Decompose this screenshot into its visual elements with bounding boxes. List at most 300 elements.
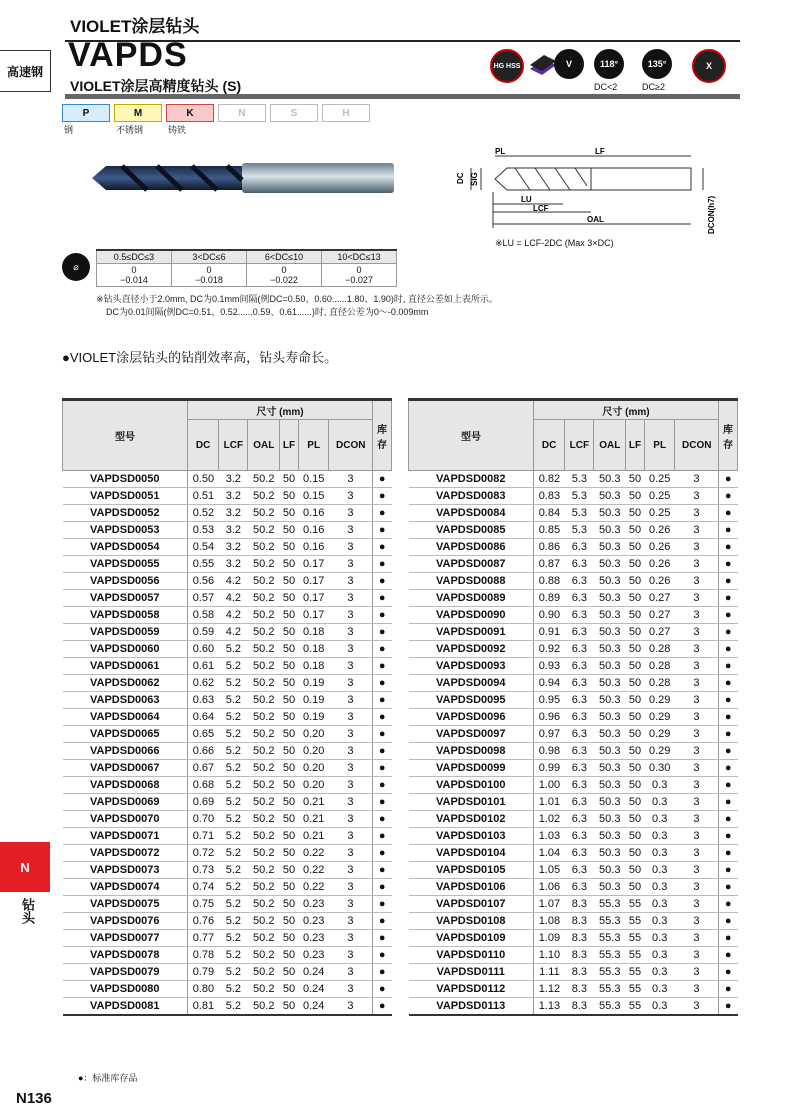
spec-cell: 0.26: [644, 539, 675, 556]
spec-cell: 1.01: [534, 794, 565, 811]
spec-cell: 3: [675, 845, 719, 862]
spec-cell: 55.3: [594, 896, 626, 913]
model-cell: VAPDSD0080: [63, 981, 188, 998]
spec-cell: 1.07: [534, 896, 565, 913]
spec-cell: 50: [280, 573, 299, 590]
spec-cell: 3: [329, 862, 373, 879]
spec-cell: 1.02: [534, 811, 565, 828]
model-cell: VAPDSD0110: [409, 947, 534, 964]
spec-cell: 3: [675, 539, 719, 556]
spec-cell: 3: [675, 471, 719, 488]
stock-indicator: ●: [719, 794, 738, 811]
spec-cell: 5.3: [565, 505, 594, 522]
spec-cell: 3: [329, 556, 373, 573]
spec-cell: 3.2: [219, 505, 248, 522]
spec-cell: 5.2: [219, 675, 248, 692]
spec-cell: 6.3: [565, 573, 594, 590]
table-row: [409, 845, 738, 862]
spec-cell: 0.25: [644, 471, 675, 488]
spec-cell: 5.2: [219, 896, 248, 913]
material-tag-s: S: [270, 104, 318, 122]
spec-cell: 50: [626, 573, 645, 590]
spec-cell: 1.05: [534, 862, 565, 879]
spec-cell: 3: [329, 913, 373, 930]
spec-cell: 0.76: [188, 913, 219, 930]
spec-cell: 50: [280, 964, 299, 981]
spec-cell: 0.20: [298, 726, 329, 743]
spec-cell: 0.23: [298, 913, 329, 930]
spec-cell: 3: [329, 964, 373, 981]
model-cell: VAPDSD0072: [63, 845, 188, 862]
spec-cell: 0.59: [188, 624, 219, 641]
spec-cell: 6.3: [565, 539, 594, 556]
spec-cell: 50.3: [594, 590, 626, 607]
spec-cell: 0.66: [188, 743, 219, 760]
spec-cell: 0.83: [534, 488, 565, 505]
model-cell: VAPDSD0058: [63, 607, 188, 624]
spec-cell: 55: [626, 964, 645, 981]
model-cell: VAPDSD0097: [409, 726, 534, 743]
table-row: [409, 658, 738, 675]
intro-text: ●VIOLET涂层钻头的钻削效率高，钻头寿命长。: [62, 350, 338, 365]
spec-cell: 50.2: [248, 573, 280, 590]
column-header-model: 型号: [63, 400, 188, 471]
model-cell: VAPDSD0102: [409, 811, 534, 828]
spec-cell: 6.3: [565, 726, 594, 743]
lf-label: LF: [595, 148, 605, 156]
spec-cell: 0.29: [644, 726, 675, 743]
spec-cell: 50.2: [248, 539, 280, 556]
series-heading: VIOLET涂层钻头: [70, 17, 200, 36]
spec-cell: 0.75: [188, 896, 219, 913]
spec-cell: 3: [329, 981, 373, 998]
spec-cell: 55: [626, 913, 645, 930]
spec-cell: 50: [626, 675, 645, 692]
spec-cell: 5.2: [219, 828, 248, 845]
spec-cell: 3: [675, 998, 719, 1016]
spec-cell: 5.2: [219, 709, 248, 726]
spec-cell: 3: [329, 624, 373, 641]
spec-cell: 6.3: [565, 811, 594, 828]
spec-cell: 0.62: [188, 675, 219, 692]
stock-indicator: ●: [719, 590, 738, 607]
spec-cell: 3: [675, 828, 719, 845]
table-row: [409, 794, 738, 811]
stock-indicator: ●: [373, 811, 392, 828]
spec-cell: 0.17: [298, 607, 329, 624]
table-row: [409, 998, 738, 1016]
spec-cell: 50.2: [248, 743, 280, 760]
stock-indicator: ●: [373, 743, 392, 760]
spec-cell: 4.2: [219, 607, 248, 624]
lcf-label: LCF: [533, 204, 549, 213]
spec-cell: 3: [329, 760, 373, 777]
spec-cell: 0.23: [298, 930, 329, 947]
table-row: [409, 505, 738, 522]
column-header-size: 尺寸 (mm): [188, 400, 373, 420]
spec-cell: 50: [626, 879, 645, 896]
table-row: [63, 998, 392, 1016]
spec-cell: 0.16: [298, 539, 329, 556]
model-cell: VAPDSD0103: [409, 828, 534, 845]
spec-cell: 8.3: [565, 930, 594, 947]
spec-cell: 50: [626, 709, 645, 726]
spec-cell: 1.09: [534, 930, 565, 947]
spec-cell: 50.3: [594, 641, 626, 658]
spec-cell: 50.3: [594, 488, 626, 505]
spec-cell: 0.26: [644, 522, 675, 539]
spec-table-right: [408, 398, 738, 1016]
stock-indicator: ●: [719, 539, 738, 556]
stock-indicator: ●: [719, 981, 738, 998]
spec-cell: 0.29: [644, 692, 675, 709]
spec-cell: 0.29: [644, 709, 675, 726]
stock-indicator: ●: [373, 539, 392, 556]
stock-indicator: ●: [373, 794, 392, 811]
spec-cell: 50.2: [248, 794, 280, 811]
spec-cell: 0.89: [534, 590, 565, 607]
spec-cell: 50: [280, 794, 299, 811]
spec-cell: 3: [675, 981, 719, 998]
spec-cell: 50.3: [594, 607, 626, 624]
stock-indicator: ●: [373, 998, 392, 1016]
spec-cell: 3: [329, 675, 373, 692]
spec-cell: 0.3: [644, 845, 675, 862]
spec-cell: 0.73: [188, 862, 219, 879]
spec-cell: 4.2: [219, 590, 248, 607]
column-header-dcon: DCON: [329, 420, 373, 471]
spec-cell: 0.17: [298, 590, 329, 607]
model-cell: VAPDSD0074: [63, 879, 188, 896]
spec-cell: 50.3: [594, 505, 626, 522]
stock-indicator: ●: [719, 930, 738, 947]
spec-cell: 4.2: [219, 624, 248, 641]
spec-cell: 3: [329, 471, 373, 488]
feature-icons: [488, 45, 728, 97]
table-row: [63, 743, 392, 760]
spec-cell: 0.70: [188, 811, 219, 828]
spec-cell: 50: [280, 930, 299, 947]
spec-cell: 1.00: [534, 777, 565, 794]
model-cell: VAPDSD0053: [63, 522, 188, 539]
model-cell: VAPDSD0108: [409, 913, 534, 930]
table-row: [409, 641, 738, 658]
table-row: [409, 930, 738, 947]
spec-cell: 50.2: [248, 998, 280, 1016]
spec-cell: 0.65: [188, 726, 219, 743]
table-row: [409, 777, 738, 794]
column-header-pl: PL: [298, 420, 329, 471]
material-tag-k: K: [166, 104, 214, 122]
model-cell: VAPDSD0095: [409, 692, 534, 709]
spec-cell: 0.3: [644, 811, 675, 828]
spec-cell: 50.2: [248, 471, 280, 488]
spec-cell: 50: [626, 471, 645, 488]
table-row: [63, 607, 392, 624]
spec-cell: 55.3: [594, 981, 626, 998]
spec-cell: 50: [280, 471, 299, 488]
spec-cell: 50: [280, 624, 299, 641]
spec-cell: 0.19: [298, 709, 329, 726]
dc-label: DC: [456, 172, 465, 184]
spec-cell: 50.3: [594, 743, 626, 760]
page-number: N136: [16, 1090, 52, 1107]
spec-cell: 50.2: [248, 811, 280, 828]
tol-header: 3<DC≤6: [172, 250, 247, 264]
table-row: [63, 794, 392, 811]
table-row: [409, 760, 738, 777]
product-subtitle: VIOLET涂层高精度钻头 (S): [70, 78, 242, 94]
spec-cell: 0.84: [534, 505, 565, 522]
table-row: [409, 947, 738, 964]
spec-cell: 0.53: [188, 522, 219, 539]
table-row: [63, 590, 392, 607]
footnote-2: DC为0.01间隔(例DC=0.51、0.52......0.59、0.61......)时, 直径公差为0～-0.009mm: [106, 307, 429, 317]
spec-cell: 3: [329, 641, 373, 658]
table-row: [409, 726, 738, 743]
spec-cell: 50: [280, 777, 299, 794]
stock-legend: ●：标准库存品: [78, 1073, 138, 1083]
stock-indicator: ●: [373, 675, 392, 692]
stock-indicator: ●: [719, 998, 738, 1016]
spec-cell: 0.57: [188, 590, 219, 607]
spec-cell: 50.3: [594, 777, 626, 794]
violet-coating-icon: [530, 53, 556, 75]
spec-cell: 0.22: [298, 879, 329, 896]
model-cell: VAPDSD0104: [409, 845, 534, 862]
spec-cell: 50: [626, 624, 645, 641]
table-row: [63, 845, 392, 862]
spec-cell: 0.17: [298, 556, 329, 573]
spec-cell: 5.2: [219, 692, 248, 709]
spec-cell: 3: [675, 930, 719, 947]
stock-indicator: ●: [373, 641, 392, 658]
tol-cell: 0 −0.018: [172, 264, 247, 287]
stock-indicator: ●: [373, 505, 392, 522]
model-cell: VAPDSD0091: [409, 624, 534, 641]
spec-cell: 0.30: [644, 760, 675, 777]
stock-indicator: ●: [373, 471, 392, 488]
spec-cell: 0.23: [298, 947, 329, 964]
stock-indicator: ●: [373, 913, 392, 930]
spec-cell: 50.2: [248, 505, 280, 522]
spec-cell: 55: [626, 981, 645, 998]
model-cell: VAPDSD0070: [63, 811, 188, 828]
spec-cell: 3.2: [219, 471, 248, 488]
spec-cell: 6.3: [565, 743, 594, 760]
stock-indicator: ●: [719, 658, 738, 675]
spec-cell: 3: [675, 522, 719, 539]
spec-cell: 50: [280, 743, 299, 760]
sig-label: SIG: [470, 172, 479, 186]
spec-cell: 0.28: [644, 675, 675, 692]
stock-indicator: ●: [373, 658, 392, 675]
spec-cell: 0.24: [298, 981, 329, 998]
spec-cell: 50: [626, 488, 645, 505]
spec-cell: 50.3: [594, 811, 626, 828]
table-row: [63, 488, 392, 505]
spec-cell: 50: [626, 641, 645, 658]
spec-cell: 0.99: [534, 760, 565, 777]
spec-cell: 5.2: [219, 879, 248, 896]
column-header-stock: 库存: [373, 400, 392, 471]
model-cell: VAPDSD0083: [409, 488, 534, 505]
spec-cell: 3: [675, 760, 719, 777]
spec-cell: 5.3: [565, 471, 594, 488]
spec-cell: 0.3: [644, 794, 675, 811]
model-cell: VAPDSD0073: [63, 862, 188, 879]
spec-cell: 50.3: [594, 760, 626, 777]
spec-cell: 50.3: [594, 692, 626, 709]
stock-indicator: ●: [719, 471, 738, 488]
spec-cell: 0.29: [644, 743, 675, 760]
spec-cell: 3.2: [219, 522, 248, 539]
spec-cell: 3: [675, 726, 719, 743]
spec-cell: 3: [329, 777, 373, 794]
stock-indicator: ●: [373, 862, 392, 879]
spec-cell: 0.96: [534, 709, 565, 726]
spec-cell: 50: [626, 590, 645, 607]
spec-cell: 50: [280, 998, 299, 1016]
spec-cell: 50: [280, 658, 299, 675]
model-cell: VAPDSD0059: [63, 624, 188, 641]
spec-cell: 3: [675, 692, 719, 709]
stock-indicator: ●: [719, 726, 738, 743]
spec-cell: 0.20: [298, 777, 329, 794]
stock-indicator: ●: [373, 947, 392, 964]
spec-cell: 50.2: [248, 896, 280, 913]
model-cell: VAPDSD0057: [63, 590, 188, 607]
drill-image: [92, 160, 397, 196]
spec-cell: 5.2: [219, 947, 248, 964]
spec-cell: 3: [329, 709, 373, 726]
spec-cell: 50: [280, 845, 299, 862]
spec-cell: 50: [280, 641, 299, 658]
table-row: [63, 828, 392, 845]
spec-cell: 0.22: [298, 862, 329, 879]
spec-cell: 6.3: [565, 760, 594, 777]
spec-cell: 0.71: [188, 828, 219, 845]
stock-indicator: ●: [719, 896, 738, 913]
spec-cell: 5.2: [219, 862, 248, 879]
stock-indicator: ●: [373, 930, 392, 947]
spec-cell: 50.2: [248, 777, 280, 794]
spec-cell: 55.3: [594, 913, 626, 930]
spec-cell: 5.3: [565, 522, 594, 539]
spec-cell: 3: [675, 488, 719, 505]
spec-cell: 8.3: [565, 913, 594, 930]
spec-cell: 3: [675, 556, 719, 573]
table-row: [63, 947, 392, 964]
model-cell: VAPDSD0098: [409, 743, 534, 760]
spec-cell: 50.3: [594, 879, 626, 896]
spec-cell: 0.52: [188, 505, 219, 522]
model-cell: VAPDSD0085: [409, 522, 534, 539]
model-cell: VAPDSD0113: [409, 998, 534, 1016]
spec-cell: 0.17: [298, 573, 329, 590]
v-icon: V: [554, 49, 584, 79]
stock-indicator: ●: [719, 743, 738, 760]
model-cell: VAPDSD0054: [63, 539, 188, 556]
stock-indicator: ●: [373, 879, 392, 896]
stock-indicator: ●: [719, 811, 738, 828]
spec-cell: 0.61: [188, 658, 219, 675]
spec-cell: 6.3: [565, 692, 594, 709]
column-header-oal: OAL: [594, 420, 626, 471]
spec-cell: 0.3: [644, 896, 675, 913]
spec-cell: 5.2: [219, 794, 248, 811]
spec-cell: 3: [675, 794, 719, 811]
spec-cell: 0.51: [188, 488, 219, 505]
stock-indicator: ●: [719, 641, 738, 658]
stock-indicator: ●: [373, 760, 392, 777]
table-row: [409, 539, 738, 556]
spec-cell: 50.3: [594, 522, 626, 539]
spec-cell: 0.63: [188, 692, 219, 709]
column-header-stock: 库存: [719, 400, 738, 471]
spec-cell: 3: [329, 811, 373, 828]
spec-cell: 0.92: [534, 641, 565, 658]
spec-cell: 0.56: [188, 573, 219, 590]
spec-cell: 3: [329, 607, 373, 624]
spec-cell: 0.50: [188, 471, 219, 488]
spec-cell: 3: [329, 896, 373, 913]
tol-header: 10<DC≤13: [322, 250, 397, 264]
spec-cell: 50: [280, 879, 299, 896]
table-row: [63, 709, 392, 726]
spec-cell: 3: [675, 624, 719, 641]
column-header-dc: DC: [534, 420, 565, 471]
spec-cell: 50: [280, 607, 299, 624]
spec-cell: 3: [675, 675, 719, 692]
column-header-dc: DC: [188, 420, 219, 471]
stock-indicator: ●: [719, 964, 738, 981]
spec-cell: 0.18: [298, 658, 329, 675]
spec-cell: 3: [675, 607, 719, 624]
spec-cell: 50: [280, 947, 299, 964]
spec-cell: 3: [329, 845, 373, 862]
table-row: [63, 641, 392, 658]
spec-cell: 6.3: [565, 556, 594, 573]
material-tag-n: N: [218, 104, 266, 122]
spec-cell: 0.20: [298, 760, 329, 777]
spec-cell: 0.26: [644, 573, 675, 590]
spec-cell: 5.2: [219, 641, 248, 658]
spec-cell: 50: [626, 505, 645, 522]
spec-cell: 50: [626, 828, 645, 845]
spec-cell: 50: [626, 522, 645, 539]
spec-cell: 6.3: [565, 641, 594, 658]
tol-header: 0.5≤DC≤3: [97, 250, 172, 264]
product-title: VAPDS: [68, 36, 188, 74]
spec-cell: 0.28: [644, 641, 675, 658]
table-row: [63, 726, 392, 743]
spec-cell: 0.19: [298, 692, 329, 709]
spec-cell: 50.2: [248, 607, 280, 624]
model-cell: VAPDSD0056: [63, 573, 188, 590]
table-row: [63, 573, 392, 590]
model-cell: VAPDSD0090: [409, 607, 534, 624]
spec-cell: 50: [280, 675, 299, 692]
spec-cell: 0.18: [298, 624, 329, 641]
spec-cell: 0.23: [298, 896, 329, 913]
lu-note: ※LU = LCF-2DC (Max 3×DC): [495, 238, 614, 248]
stock-indicator: ●: [373, 964, 392, 981]
spec-cell: 50: [280, 981, 299, 998]
stock-indicator: ●: [373, 896, 392, 913]
spec-cell: 1.11: [534, 964, 565, 981]
spec-cell: 5.2: [219, 964, 248, 981]
